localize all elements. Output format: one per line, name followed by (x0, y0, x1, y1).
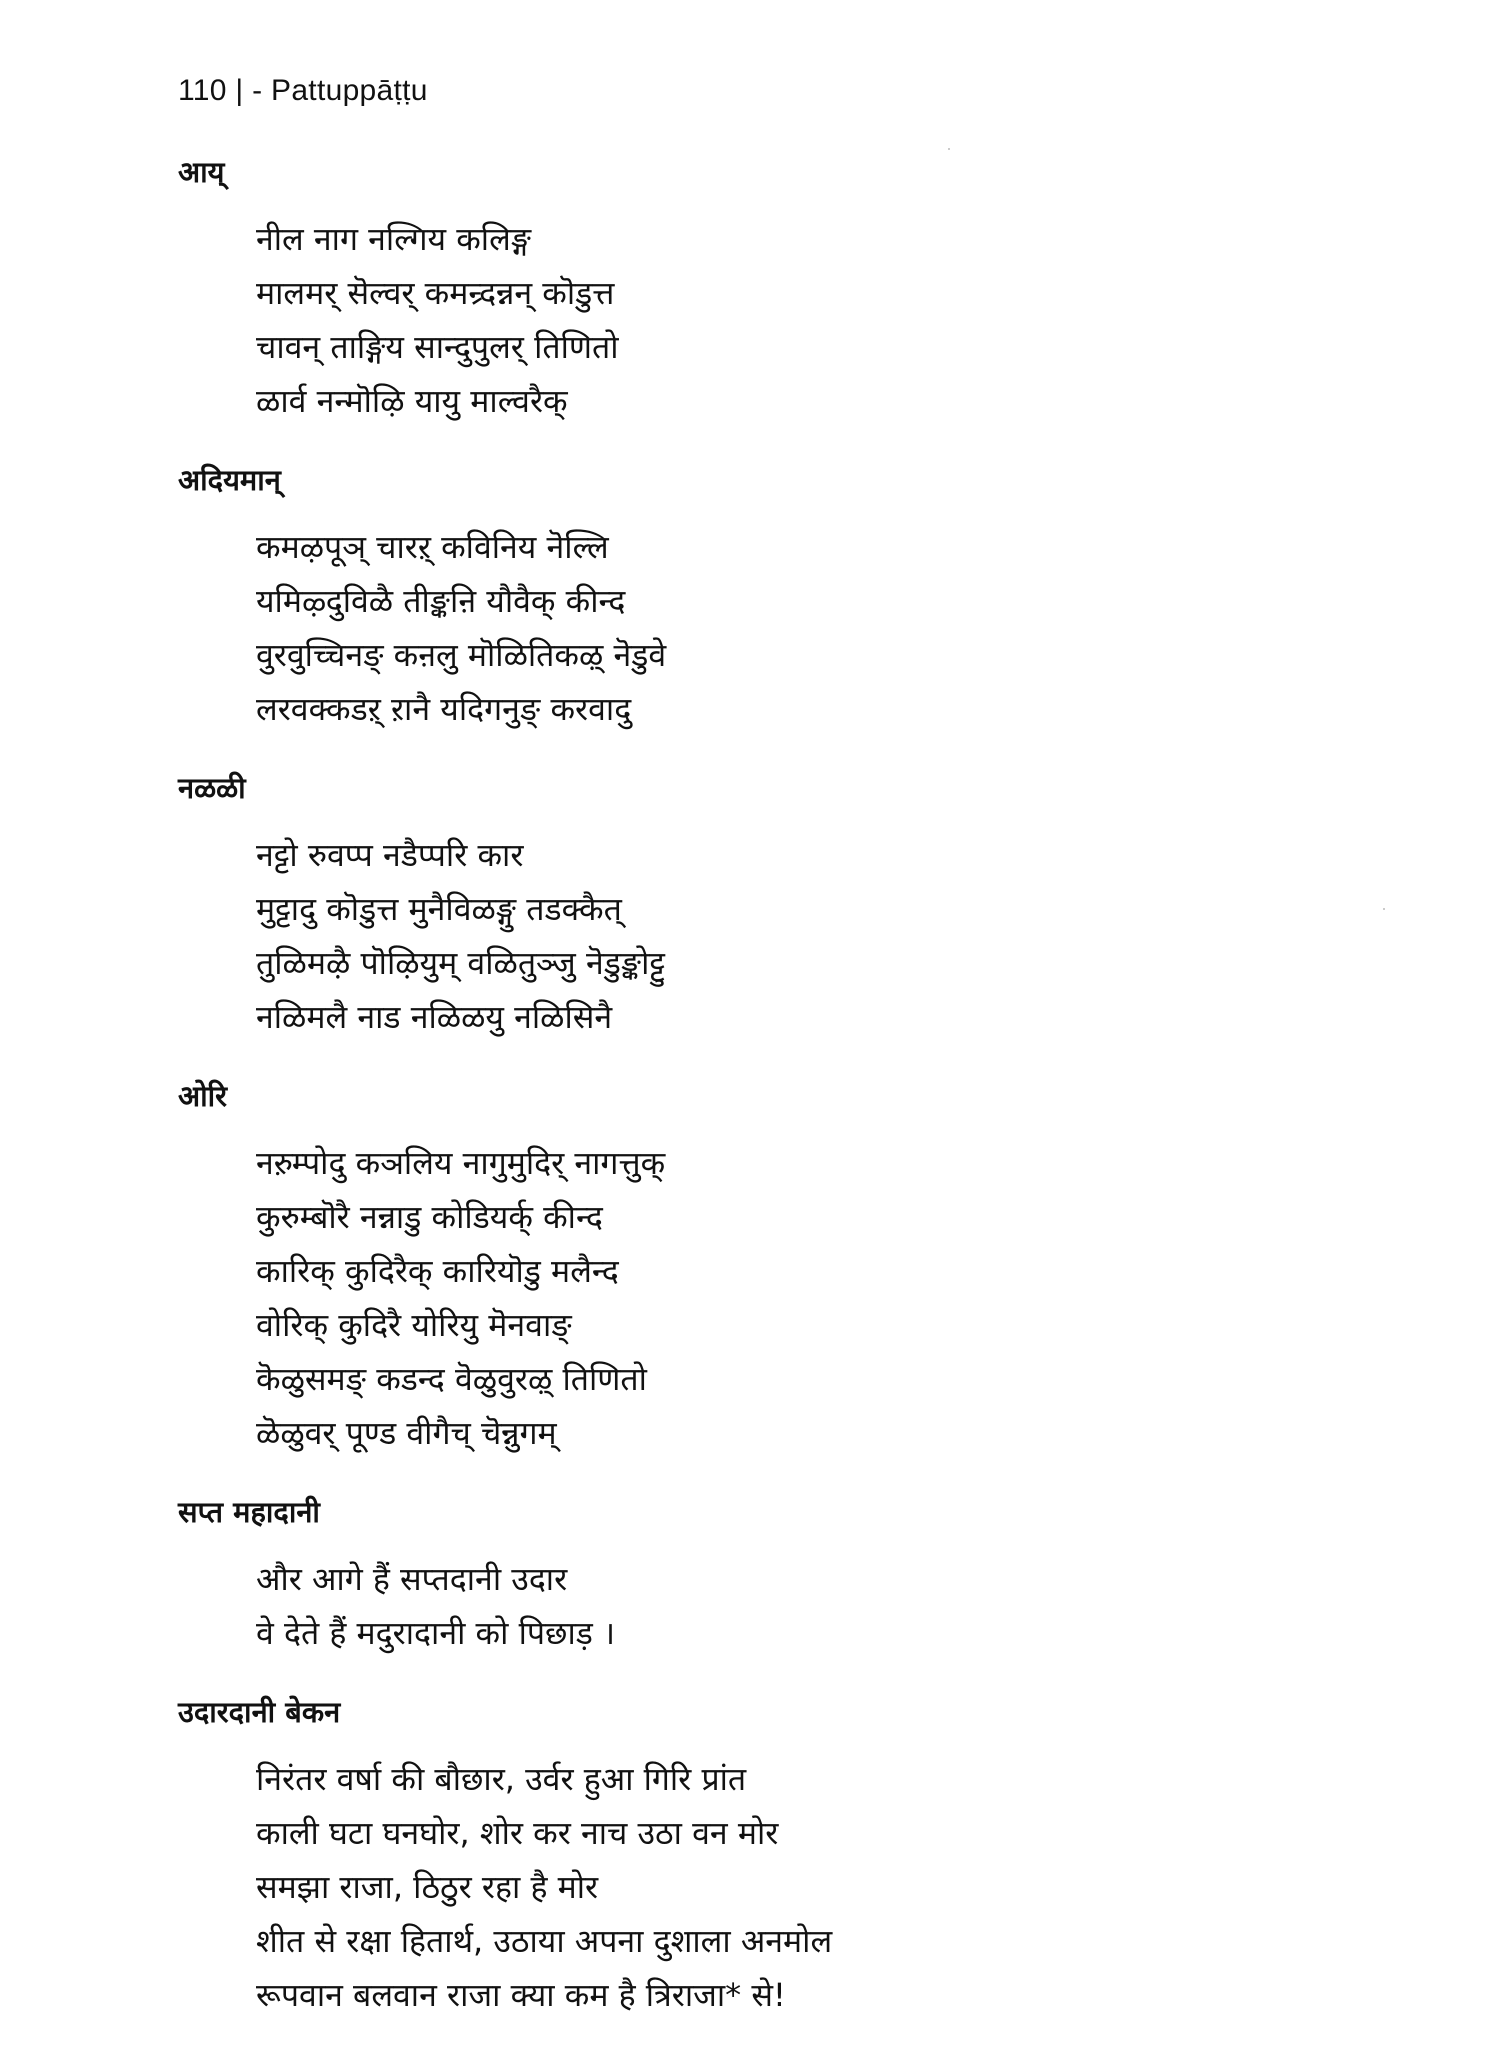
verse-line: निरंतर वर्षा की बौछार, उर्वर हुआ गिरि प्रांत (256, 1760, 747, 1798)
section-sapt-mahadani (178, 1490, 1378, 1660)
verse-block (178, 828, 1378, 1044)
verse-line: नऱुम्पोदु कञलिय नागुमुदिर् नागत्तुक् (256, 1144, 666, 1182)
verse-line: कॆळुसमङ् कडन्द वॆळुवुरऴ् तिणितो (256, 1360, 647, 1398)
scan-speck (948, 148, 950, 150)
verse-line: तुळिमऴै पॊऴियुम् वळितुञ्जु नॆडुङ्कोट्टु (256, 944, 666, 982)
verse-block (178, 520, 1378, 736)
verse-line: चावन् ताङ्गिय सान्दुपुलर् तिणितो (256, 328, 619, 366)
page-header: 110 | - Pattuppāṭṭu (178, 74, 428, 107)
verse-line: वे देते हैं मदुरादानी को पिछाड़ । (256, 1614, 616, 1652)
verse-line: मुट्टादु कॊडुत्त मुनैविळङ्गु तडक्कैत् (256, 890, 622, 928)
verse-line: शीत से रक्षा हितार्थ, उठाया अपना दुशाला अनमोल (256, 1922, 833, 1960)
section-heading: सप्त महादानी (178, 1495, 320, 1529)
section-heading: नळळी (178, 771, 246, 805)
verse-line: वोरिक् कुदिरै योरियु मॆनवाङ् (256, 1306, 572, 1344)
verse-line: वुरवुच्चिनङ् कऩलु मॊळितिकऴ् नॆडुवे (256, 636, 667, 674)
section-heading: ओरि (178, 1079, 228, 1113)
verse-line: और आगे हैं सप्तदानी उदार (256, 1560, 568, 1598)
section-heading: आय् (178, 155, 225, 189)
verse-line: नील नाग नल्गिय कलिङ्ग (256, 220, 532, 258)
verse-block (178, 1136, 1378, 1460)
verse-line: कमऴपूञ् चारऱ् कविनिय नॆल्लि (256, 528, 609, 566)
verse-line: ळार्व नन्मॊऴि यायु माल्वरैक् (256, 382, 568, 420)
section-ori (178, 1074, 1378, 1460)
verse-line: कारिक् कुदिरैक् कारियॊडु मलैन्द (256, 1252, 619, 1290)
verse-line: कुरुम्बॊरै नन्नाडु कोडियर्क् कीन्द (256, 1198, 603, 1236)
verse-line: समझा राजा, ठिठुर रहा है मोर (256, 1868, 599, 1906)
verse-line: मालमर् सॆल्वर् कमन्र्दन्नन् कॊडुत्त (256, 274, 615, 312)
verse-line: ळॆळुवर् पूण्ड वीगैच् चॆन्नुगम् (256, 1414, 557, 1452)
verse-block (178, 1552, 1378, 1660)
verse-block (178, 1752, 1378, 2022)
section-udardani-bekan (178, 1690, 1378, 2022)
verse-line: लरवक्कडऱ् ऱानै यदिगनुङ् करवादु (256, 690, 632, 728)
verse-line: रूपवान बलवान राजा क्या कम है त्रिराजा* से! (256, 1976, 786, 2014)
verse-line: काली घटा घनघोर, शोर कर नाच उठा वन मोर (256, 1814, 779, 1852)
section-heading: उदारदानी बेकन (178, 1695, 341, 1729)
page-body (178, 150, 1378, 2052)
verse-line: नट्टो रुवप्प नडैप्परि कार (256, 836, 524, 874)
scan-speck (1383, 908, 1385, 910)
section-heading: अदियमान् (178, 463, 281, 497)
verse-line: यमिऴ्दुविळै तीङ्कऩि यौवैक् कीन्द (256, 582, 626, 620)
section-adiyamaan (178, 458, 1378, 736)
section-aay (178, 150, 1378, 428)
section-nalli (178, 766, 1378, 1044)
verse-block (178, 212, 1378, 428)
verse-line: नळिमलै नाड नळिळयु नळिसिनै (256, 998, 613, 1036)
